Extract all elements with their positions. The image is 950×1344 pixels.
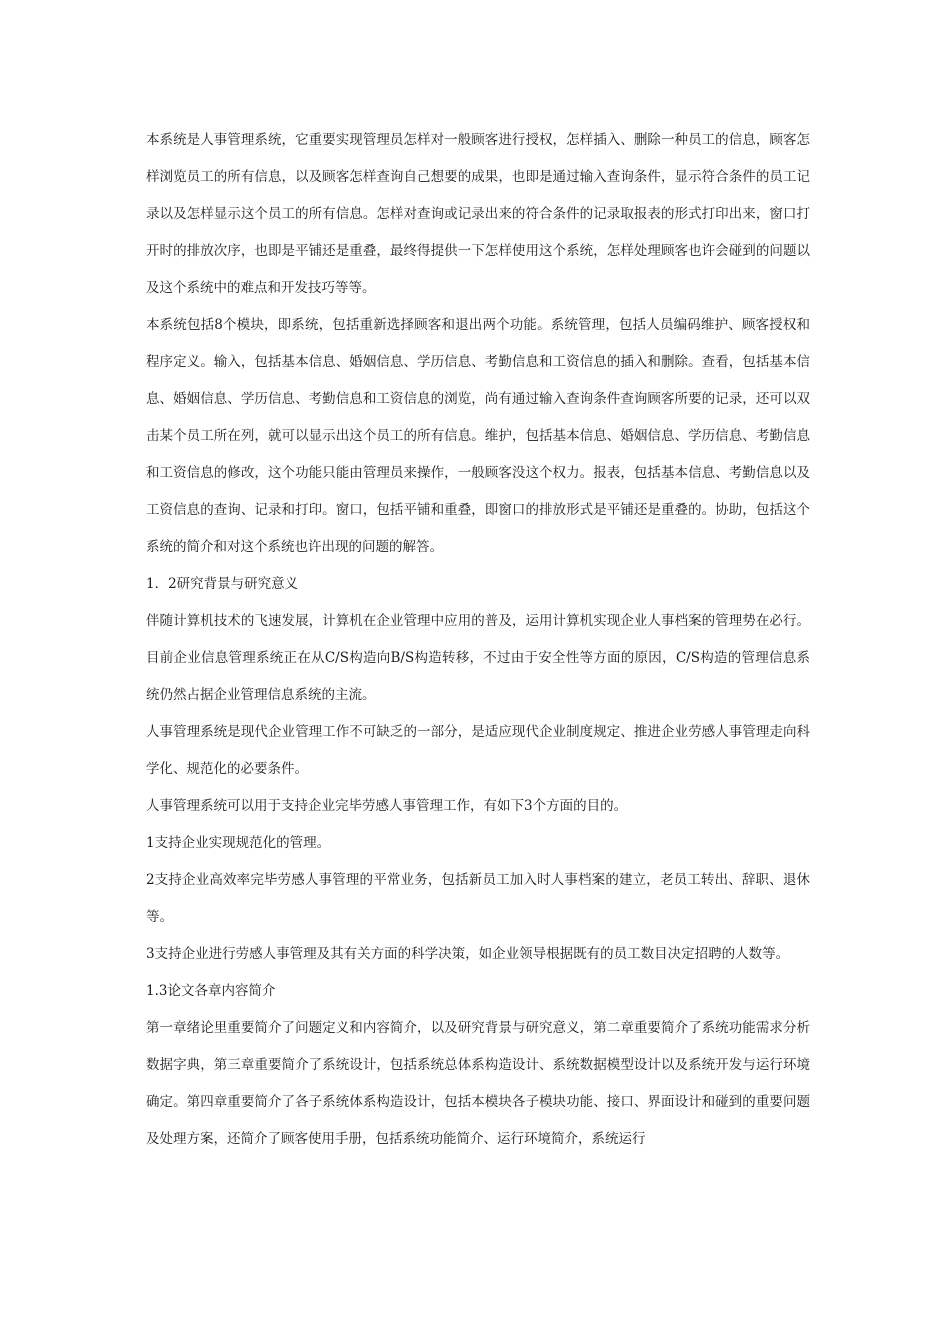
document-body (146, 122, 810, 1158)
list-item-purpose-3: 3支持企业进行劳感人事管理及其有关方面的科学决策，如企业领导根据既有的员工数目决定招聘的人数等。 (146, 946, 790, 962)
list-item-purpose-1: 1支持企业实现规范化的管理。 (146, 835, 331, 851)
list-item-purpose-2: 2支持企业高效率完毕劳感人事管理的平常业务，包括新员工加入时人事档案的建立，老员工转出、辞职、退休等。 (146, 872, 810, 925)
paragraph-background: 伴随计算机技术的飞速发展，计算机在企业管理中应用的普及，运用计算机实现企业人事档案的管理势在必行。目前企业信息管理系统正在从C/S构造向B/S构造转移，不过由于安全性等方面的原因，C/S构造的管理信息系统仍然占据企业管理信息系统的主流。 (146, 613, 810, 703)
paragraph-modules: 本系统包括8个模块，即系统，包括重新选择顾客和退出两个功能。系统管理，包括人员编码维护、顾客授权和程序定义。输入，包括基本信息、婚姻信息、学历信息、考勤信息和工资信息的插入和删除。查看，包括基本信息、婚姻信息、学历信息、考勤信息和工资信息的浏览，尚有通过输入查询条件查询顾客所要的记录，还可以双击某个员工所在列，就可以显示出这个员工的所有信息。维护，包括基本信息、婚姻信息、学历信息、考勤信息和工资信息的修改，这个功能只能由管理员来操作，一般顾客没这个权力。报表，包括基本信息、考勤信息以及工资信息的查询、记录和打印。窗口，包括平铺和重叠，即窗口的排放形式是平铺还是重叠的。协助，包括这个系统的简介和对这个系统也许出现的问题的解答。 (146, 317, 810, 555)
paragraph-purposes: 人事管理系统可以用于支持企业完毕劳感人事管理工作，有如下3个方面的目的。 (146, 798, 628, 814)
section-heading-1-3: 1.3论文各章内容简介 (146, 983, 276, 999)
paragraph-chapter-summary: 第一章绪论里重要简介了问题定义和内容简介，以及研究背景与研究意义，第二章重要简介了系统功能需求分析数据字典，第三章重要简介了系统设计，包括系统总体系构造设计、系统数据模型设计以及系统开发与运行环境确定。第四章重要简介了各子系统体系构造设计，包括本模块各子模块功能、接口、界面设计和碰到的重要问题及处理方案，还简介了顾客使用手册，包括系统功能简介、运行环境简介，系统运行 (146, 1020, 810, 1147)
paragraph-significance: 人事管理系统是现代企业管理工作不可缺乏的一部分，是适应现代企业制度规定、推进企业劳感人事管理走向科学化、规范化的必要条件。 (146, 724, 810, 777)
paragraph-intro: 本系统是人事管理系统，它重要实现管理员怎样对一般顾客进行授权，怎样插入、删除一种员工的信息，顾客怎样浏览员工的所有信息，以及顾客怎样查询自己想要的成果，也即是通过输入查询条件，显示符合条件的员工记录以及怎样显示这个员工的所有信息。怎样对查询或记录出来的符合条件的记录取报表的形式打印出来，窗口打开时的排放次序，也即是平铺还是重叠，最终得提供一下怎样使用这个系统，怎样处理顾客也许会碰到的问题以及这个系统中的难点和开发技巧等等。 (146, 132, 810, 296)
section-heading-1-2: 1．2研究背景与研究意义 (146, 576, 299, 592)
